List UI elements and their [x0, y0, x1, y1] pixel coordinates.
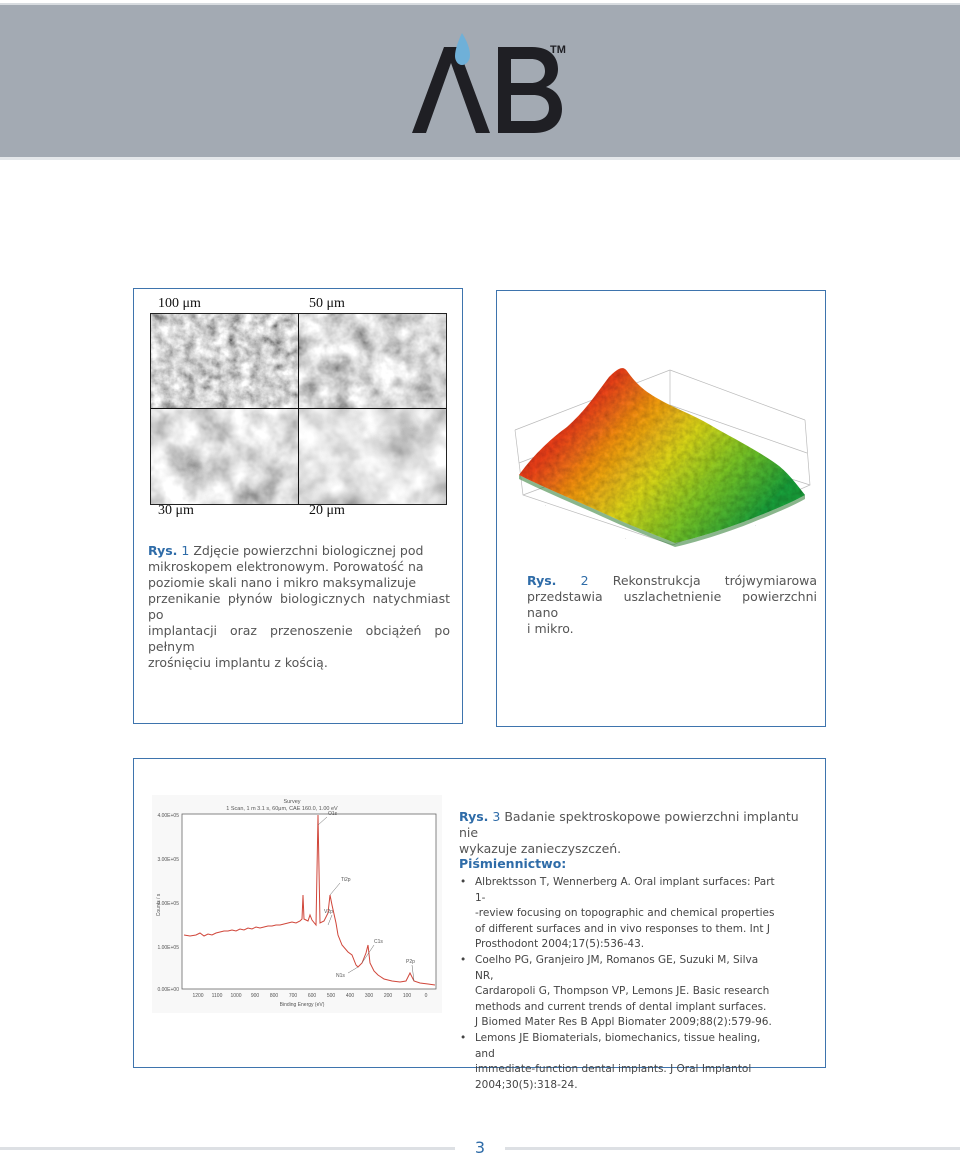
y-tick: 3.00E+05	[157, 857, 179, 863]
ab-logo	[404, 29, 574, 141]
x-tick: 1000	[230, 993, 242, 999]
caption-line: Zdjęcie powierzchni biologicznej pod	[193, 543, 424, 558]
footer-divider-right	[505, 1147, 960, 1150]
x-tick: 800	[269, 993, 279, 999]
reference-line: Prosthodont 2004;17(5):536-43.	[475, 938, 645, 951]
caption-line: mikroskopem elektronowym. Porowatość na	[148, 559, 424, 574]
peak-label: O1s	[328, 811, 338, 817]
reference-line: immediate-function dental implants. J Oral Implantol	[475, 1063, 752, 1076]
peak-label: V2p	[324, 909, 333, 915]
caption-line: Rekonstrukcja trójwymiarowa	[612, 573, 817, 588]
reference-line: • Albrektsson T, Wennerberg A. Oral implant surfaces: Part 1-	[475, 876, 775, 904]
reference-line: • Lemons JE Biomaterials, biomechanics, tissue healing, and	[475, 1031, 761, 1060]
caption-line: i mikro.	[527, 621, 574, 636]
x-tick: 300	[364, 993, 374, 999]
x-tick: 100	[402, 993, 412, 999]
scale-label-100um: 100 μm	[158, 296, 201, 311]
x-tick: 700	[288, 993, 298, 999]
caption-prefix: Rys.	[459, 809, 489, 824]
caption-line: zrośnięciu implantu z kością.	[148, 655, 328, 670]
caption-number: 2	[580, 573, 589, 588]
page-number: 3	[474, 1138, 486, 1157]
spectrum-x-label: Binding Energy (eV)	[279, 1002, 325, 1008]
svg-text:·: ·	[545, 503, 547, 508]
caption-line: przenikanie płynów biologicznych natychmiast po	[148, 591, 450, 622]
x-tick: 600	[307, 993, 317, 999]
peak-label: P2p	[406, 959, 415, 965]
reference-line: • Coelho PG, Granjeiro JM, Romanos GE, Suzuki M, Silva NR,	[475, 953, 759, 982]
figure-3-panel	[133, 758, 826, 1091]
reference-item	[459, 875, 779, 953]
reference-line: J Biomed Mater Res B Appl Biomater 2009;88(2):579-96.	[475, 1016, 772, 1029]
x-tick: 900	[250, 993, 260, 999]
caption-line: Badanie spektroskopowe powierzchni implantu nie	[459, 809, 799, 840]
references-list	[459, 875, 779, 1093]
caption-line: przedstawia uszlachetnienie powierzchni nano	[527, 589, 817, 620]
x-tick: 0	[424, 993, 428, 999]
spectrum-title-line-1: Survey	[283, 799, 301, 805]
reference-line: 2004;30(5):318-24.	[475, 1078, 578, 1091]
caption-line: implantacji oraz przenoszenie obciążeń po pełnym	[148, 623, 450, 654]
x-tick: 500	[326, 993, 336, 999]
peak-label: Ti2p	[341, 877, 351, 883]
sem-micrograph-grid	[150, 313, 447, 505]
y-tick: 1.00E+05	[157, 945, 179, 951]
header-band	[0, 3, 960, 160]
y-tick: 2.00E+05	[157, 901, 179, 907]
reference-item	[459, 953, 779, 1031]
caption-line: wykazuje zanieczyszczeń.	[459, 841, 622, 856]
svg-text:·: ·	[755, 523, 757, 528]
figure-2-panel	[496, 290, 826, 727]
x-tick: 1100	[211, 993, 223, 999]
reference-line: methods and current trends of dental implant surfaces.	[475, 1000, 767, 1013]
peak-label: C1s	[374, 939, 383, 945]
xps-spectrum-chart	[152, 795, 442, 1013]
figure-2-caption	[527, 573, 817, 637]
reference-line: of different surfaces and in vivo responses to them. Int J	[475, 922, 770, 935]
peak-label: N1s	[336, 973, 345, 979]
svg-text:·: ·	[625, 536, 627, 541]
surface-3d-reconstruction	[505, 335, 820, 560]
reference-item	[459, 1031, 779, 1093]
trademark-text: TM	[550, 44, 566, 56]
references-title: Piśmiennictwo:	[459, 856, 567, 871]
figure-1-caption	[148, 543, 450, 671]
x-tick: 1200	[192, 993, 204, 999]
caption-number: 3	[492, 809, 501, 824]
caption-line: poziomie skali nano i mikro maksymalizuje	[148, 575, 417, 590]
caption-prefix: Rys.	[527, 573, 557, 588]
reference-line: Cardaropoli G, Thompson VP, Lemons JE. Basic research	[475, 985, 770, 998]
spectrum-y-label: Counts / s	[156, 893, 162, 917]
caption-prefix: Rys.	[148, 543, 178, 558]
x-tick: 200	[383, 993, 393, 999]
caption-number: 1	[181, 543, 190, 558]
x-tick: 400	[345, 993, 355, 999]
scale-label-30um: 30 μm	[158, 503, 194, 518]
y-tick: 0.00E+00	[157, 987, 179, 993]
figure-3-caption	[459, 809, 799, 857]
scale-label-20um: 20 μm	[309, 503, 345, 518]
scale-label-50um: 50 μm	[309, 296, 345, 311]
figure-1-panel	[133, 288, 463, 724]
y-tick: 4.00E+05	[157, 813, 179, 819]
footer-divider-left	[0, 1147, 455, 1150]
spectrum-title-line-2: 1 Scan, 1 m 3.1 s, 60μm, CAE 160.0, 1.00 eV	[226, 806, 338, 812]
reference-line: -review focusing on topographic and chemical properties	[475, 907, 775, 920]
